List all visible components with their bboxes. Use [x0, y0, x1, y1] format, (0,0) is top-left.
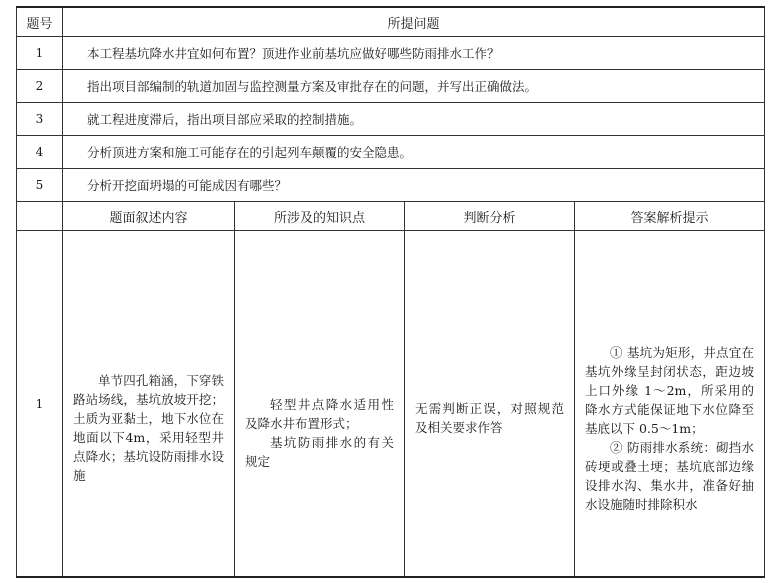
table-row: [17, 70, 765, 103]
question-no: 4: [17, 136, 63, 169]
knowledge-cell: [235, 231, 405, 578]
question-no: 5: [17, 169, 63, 202]
question-no: 3: [17, 103, 63, 136]
question-no: 1: [17, 37, 63, 70]
header-judgment: 判断分析: [405, 202, 575, 231]
judgment-cell: [405, 231, 575, 578]
description-text: 单节四孔箱涵，下穿铁路站场线，基坑放坡开挖；土质为亚黏土，地下水位在地面以下4m，采用轻型井点降水；基坑设防雨排水设施: [73, 372, 224, 483]
question-analysis-table: [16, 6, 765, 578]
header-question-no: 题号: [17, 7, 63, 37]
table-row: [17, 37, 765, 70]
header-answer: 答案解析提示: [575, 202, 765, 231]
judgment-text: 无需判断正误，对照规范及相关要求作答: [415, 400, 564, 435]
knowledge-line: 基坑防雨排水的有关规定: [245, 434, 394, 469]
table-row: [17, 231, 765, 578]
answer-line: ② 防雨排水系统：砌挡水砖埂或叠土埂；基坑底部边缘设排水沟、集水井，准备好抽水设施随时排除积水: [585, 440, 755, 512]
table-row: [17, 103, 765, 136]
question-text: 分析顶进方案和施工可能存在的引起列车颠覆的安全隐患。: [63, 136, 765, 169]
question-no: 2: [17, 70, 63, 103]
analysis-no: 1: [17, 231, 63, 578]
question-table-sheet: [16, 6, 764, 578]
knowledge-line: 轻型井点降水适用性及降水井布置形式；: [245, 396, 394, 431]
header-description: 题面叙述内容: [63, 202, 235, 231]
question-text: 本工程基坑降水井宜如何布置？顶进作业前基坑应做好哪些防雨排水工作？: [63, 37, 765, 70]
table-row: [17, 169, 765, 202]
question-text: 分析开挖面坍塌的可能成因有哪些？: [63, 169, 765, 202]
description-cell: [63, 231, 235, 578]
header-empty: [17, 202, 63, 231]
question-text: 指出项目部编制的轨道加固与监控测量方案及审批存在的问题，并写出正确做法。: [63, 70, 765, 103]
answer-cell: [575, 231, 765, 578]
header-question-text: 所提问题: [63, 7, 765, 37]
header-knowledge: 所涉及的知识点: [235, 202, 405, 231]
question-text: 就工程进度滞后，指出项目部应采取的控制措施。: [63, 103, 765, 136]
table-row: [17, 136, 765, 169]
answer-line: ① 基坑为矩形，井点宜在基坑外缘呈封闭状态，距边坡上口外缘 1～2m，所采用的降水方式能保证地下水位降至基底以下 0.5～1m；: [585, 345, 755, 436]
